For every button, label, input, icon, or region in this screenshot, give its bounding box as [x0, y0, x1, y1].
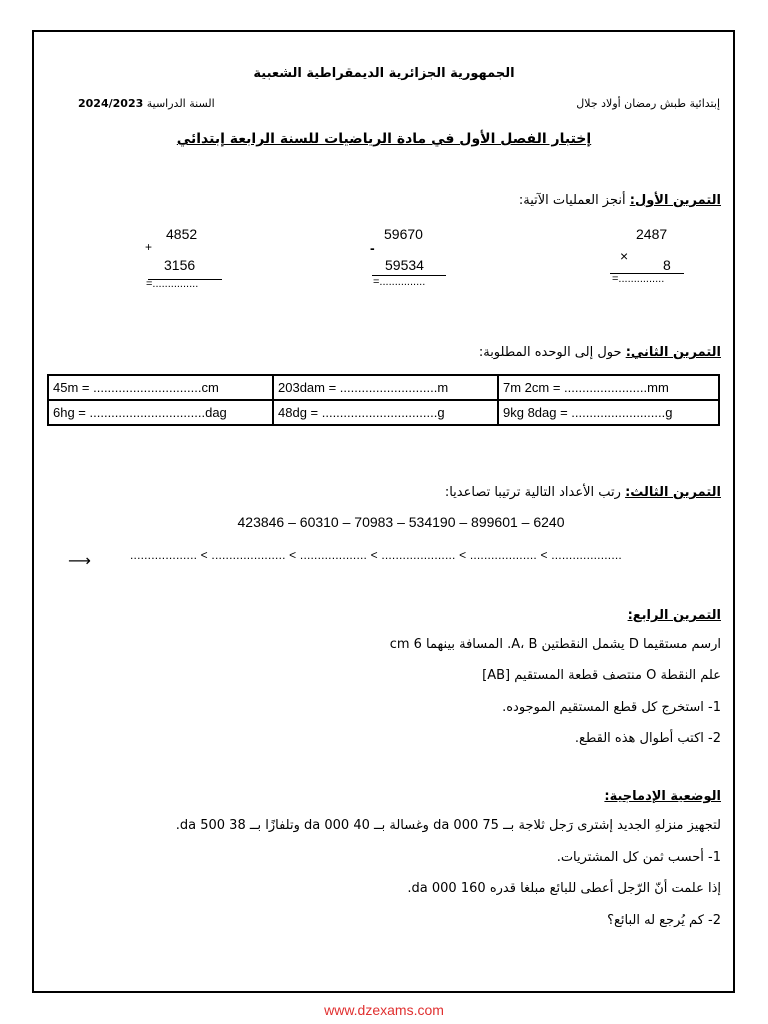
- ex1-title: التمرين الأول:: [629, 193, 721, 208]
- op3-bottom: 3156: [164, 257, 196, 273]
- op3-top: 4852: [166, 226, 198, 242]
- integration-question2: 2- كم يُرجع له البائع؟: [607, 913, 721, 928]
- ex3-instruction: رتب الأعداد التالية ترتيبا تصاعديا:: [444, 485, 621, 500]
- conversion-table: [47, 374, 720, 426]
- op2-result: =...............: [373, 276, 426, 288]
- conv-cell[interactable]: 45m = ..............................cm: [48, 375, 273, 400]
- op1-result: =...............: [612, 273, 665, 285]
- conv-cell[interactable]: 9kg 8dag = ..........................g: [498, 400, 719, 425]
- op2-bottom: 59534: [385, 257, 424, 273]
- ex3-heading: [445, 485, 721, 500]
- year-label: السنة الدراسية: [146, 97, 215, 110]
- ex4-line2: علم النقطة O منتصف قطعة المستقيم [AB]: [482, 668, 721, 683]
- conv-cell[interactable]: 7m 2cm = .......................mm: [498, 375, 719, 400]
- ex2-title: التمرين الثاني:: [625, 345, 721, 360]
- conv-cell[interactable]: 203dam = ...........................m: [273, 375, 498, 400]
- conv-cell[interactable]: 6hg = ................................dag: [48, 400, 273, 425]
- year-value: 2024/2023: [78, 97, 144, 110]
- ex1-instruction: أنجز العمليات الآتية:: [518, 193, 626, 208]
- school-name: إبتدائية طبش رمضان أولاد جلال: [576, 97, 720, 110]
- arrow-right-icon: ⟶: [68, 551, 91, 570]
- ex4-question2: 2- اكتب أطوال هذه القطع.: [574, 731, 721, 746]
- republic-title: الجمهورية الجزائرية الديمقراطية الشعبية: [253, 66, 515, 81]
- ex4-title: التمرين الرابع:: [627, 608, 721, 623]
- integration-line2: إذا علمت أنّ الرّجل أعطى للبائع مبلغا قدره 160 000 da.: [407, 881, 721, 896]
- ex4-line1: ارسم مستقيما D يشمل النقطتين A، B. المسافة بينهما 6 cm: [389, 637, 721, 652]
- ex4-question1: 1- استخرج كل قطع المستقيم الموجوده.: [502, 700, 721, 715]
- numbers-sequence: 423846 – 60310 – 70983 – 534190 – 899601 – 6240: [237, 514, 565, 530]
- integration-line1: لتجهيز منزلهِ الجديد إشترى رَجل ثلاجة بــ 75 000 da وغسالة بــ 40 000 da وتلفازًا بــ 38 500 da.: [175, 818, 721, 833]
- op1-sign: ×: [620, 248, 629, 264]
- op1-top: 2487: [636, 226, 668, 242]
- conv-cell[interactable]: 48dg = ................................g: [273, 400, 498, 425]
- page-border: [32, 30, 735, 993]
- integration-question1: 1- أحسب ثمن كل المشتريات.: [556, 850, 721, 865]
- op3-result: =...............: [146, 278, 199, 290]
- ex4-heading: [628, 608, 721, 623]
- table-row: [48, 375, 719, 400]
- order-line[interactable]: ................... < ..................... < ................... < ..................... < ................... < ....................: [130, 548, 622, 562]
- table-row: [48, 400, 719, 425]
- op2-top: 59670: [384, 226, 423, 242]
- op1-bottom: 8: [663, 257, 671, 273]
- exam-title: إختبار الفصل الأول في مادة الرياضيات للسنة الرابعة إبتدائي: [176, 131, 592, 147]
- ex1-heading: [519, 193, 721, 208]
- footer-site[interactable]: www.dzexams.com: [324, 1002, 444, 1018]
- integration-title: الوضعية الإدماجية:: [604, 789, 721, 804]
- op3-sign: +: [145, 240, 153, 254]
- ex2-instruction: حول إلى الوحده المطلوبة:: [478, 345, 622, 360]
- op2-sign: -: [370, 240, 375, 256]
- ex3-title: التمرين الثالث:: [625, 485, 721, 500]
- ex2-heading: [479, 345, 721, 360]
- school-year: [78, 97, 215, 110]
- integration-heading: [604, 789, 721, 804]
